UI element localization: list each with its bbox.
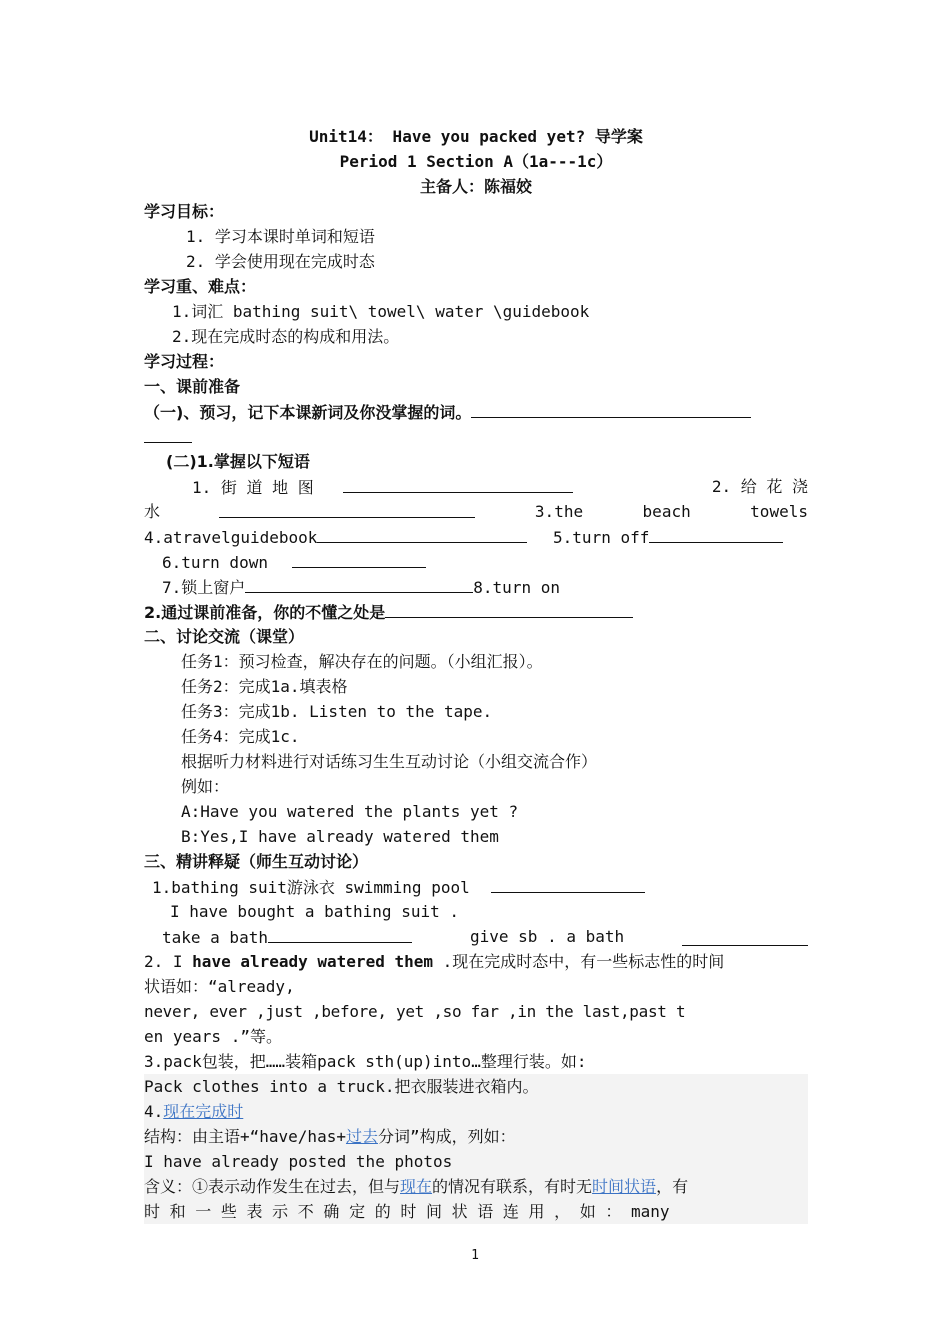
phrase-blank[interactable] xyxy=(317,524,527,543)
goals-heading: 学习目标： xyxy=(144,202,225,221)
phrase-label: 水 xyxy=(144,502,161,521)
task-item: 任务2：完成1a.填表格 xyxy=(181,677,348,696)
explain-line xyxy=(144,1174,808,1199)
explain-line: Pack clothes into a truck.把衣服装进衣箱内。 xyxy=(144,1074,808,1099)
doubts-label: 2.通过课前准备，你的不懂之处是 xyxy=(144,603,386,622)
explain-blank[interactable] xyxy=(268,924,412,943)
preview-label: （一)、预习，记下本课新词及你没掌握的词。 xyxy=(144,403,472,422)
explain-line xyxy=(162,924,808,949)
explain-blank[interactable] xyxy=(491,874,645,893)
part1-heading: 一、课前准备 xyxy=(144,377,241,396)
doubts-line xyxy=(144,599,808,624)
explain-line xyxy=(144,1099,808,1124)
task-item: 根据听力材料进行对话练习生生互动讨论（小组交流合作） xyxy=(181,752,598,771)
explain-blank[interactable] xyxy=(682,927,808,946)
past-link[interactable]: 过去 xyxy=(345,1127,378,1146)
phrases-title: (二)1.掌握以下短语 xyxy=(166,452,310,471)
author-line: 主备人：陈福姣 xyxy=(419,177,532,196)
phrase-label: 2. 给 花 浇 xyxy=(711,477,808,496)
phrase-blank[interactable] xyxy=(219,499,475,518)
explain-text: 分词”构成，列如： xyxy=(377,1127,516,1146)
explain-line: 3.pack包装，把……装箱pack sth(up)into…整理行装。如: xyxy=(144,1052,587,1071)
phrase-label: 8.turn on xyxy=(473,578,560,597)
explain-line: I have already posted the photos xyxy=(144,1149,808,1174)
explain-text: take a bath xyxy=(162,928,268,947)
phrase-label: beach xyxy=(642,502,691,521)
task-item: 例如： xyxy=(181,777,230,796)
task-item: 任务4：完成1c. xyxy=(181,727,300,746)
preview-line xyxy=(144,399,808,424)
phrase-blank[interactable] xyxy=(245,574,473,593)
explain-line: 状语如：“already, xyxy=(144,977,295,996)
dialogue-line: B:Yes,I have already watered them xyxy=(181,827,499,846)
goal-item: 1. 学习本课时单词和短语 xyxy=(186,227,375,246)
phrase-label: 3.the xyxy=(534,502,584,521)
doubts-blank[interactable] xyxy=(385,599,633,618)
explain-text: 1.bathing suit游泳衣 swimming pool xyxy=(152,878,470,897)
phrase-row-3 xyxy=(144,524,808,549)
explain-text: 含义：①表示动作发生在过去，但与 xyxy=(144,1177,401,1196)
period-line: Period 1 Section A（1a---1c） xyxy=(339,152,613,171)
explain-text: give sb . a bath xyxy=(470,927,625,946)
phrase-row-4 xyxy=(162,549,826,574)
phrase-blank[interactable] xyxy=(343,474,573,493)
explain-line: I have bought a bathing suit . xyxy=(170,902,459,921)
phrase-row-1 xyxy=(192,474,808,499)
explain-text: .现在完成时态中，有一些标志性的时间 xyxy=(433,952,725,971)
explain-text: 的情况有联系，有时无 xyxy=(432,1177,593,1196)
dialogue-line: A:Have you watered the plants yet ? xyxy=(181,802,519,821)
process-heading: 学习过程： xyxy=(144,352,225,371)
present-link[interactable]: 现在 xyxy=(400,1177,433,1196)
explain-line xyxy=(144,949,808,974)
phrase-row-2 xyxy=(144,499,808,524)
explain-text: 结构：由主语+“have/has+ xyxy=(144,1127,346,1146)
discussion-heading: 二、讨论交流（课堂） xyxy=(144,627,305,646)
key-points-heading: 学习重、难点： xyxy=(144,277,257,296)
preview-blank-continuation xyxy=(144,424,808,449)
key-point-item: 2.现在完成时态的构成和用法。 xyxy=(172,327,400,346)
explain-line: never, ever ,just ,before, yet ,so far ,in the last,past t xyxy=(144,1002,686,1021)
phrase-row-5 xyxy=(162,574,826,599)
time-adverbial-link[interactable]: 时间状语 xyxy=(592,1177,657,1196)
explain-line: en years .”等。 xyxy=(144,1027,282,1046)
explain-heading: 三、精讲释疑（师生互动讨论） xyxy=(144,852,369,871)
task-item: 任务1：预习检查，解决存在的问题。（小组汇报）。 xyxy=(181,652,543,671)
explain-line xyxy=(152,874,816,899)
task-item: 任务3：完成1b. Listen to the tape. xyxy=(181,702,493,721)
document-title: Unit14： Have you packed yet? 导学案 xyxy=(309,127,643,146)
phrase-blank[interactable] xyxy=(292,549,426,568)
explain-text: 2. I xyxy=(144,952,193,971)
phrase-label: 4.atravelguidebook xyxy=(144,528,318,547)
phrase-label: towels xyxy=(750,502,808,521)
goal-item: 2. 学会使用现在完成时态 xyxy=(186,252,375,271)
page-number: 1 xyxy=(471,1248,479,1263)
preview-blank[interactable] xyxy=(471,399,751,418)
explain-line: 时 和 一 些 表 示 不 确 定 的 时 间 状 语 连 用 ， 如 ： many xyxy=(144,1199,808,1224)
present-perfect-link[interactable]: 现在完成时 xyxy=(163,1102,244,1121)
phrase-blank[interactable] xyxy=(649,524,783,543)
explain-text: ，有 xyxy=(656,1177,689,1196)
phrase-label: 1. 街 道 地 图 xyxy=(192,478,314,497)
explain-bold-text: have already watered them xyxy=(192,952,433,971)
explain-line xyxy=(144,1124,808,1149)
key-point-item: 1.词汇 bathing suit\ towel\ water \guidebook xyxy=(172,302,590,321)
phrase-label: 7.锁上窗户 xyxy=(162,578,246,597)
phrase-label: 5.turn off xyxy=(553,528,650,547)
preview-blank-2[interactable] xyxy=(144,424,192,443)
phrase-label: 6.turn down xyxy=(162,553,268,572)
explain-text: 4. xyxy=(144,1102,164,1121)
